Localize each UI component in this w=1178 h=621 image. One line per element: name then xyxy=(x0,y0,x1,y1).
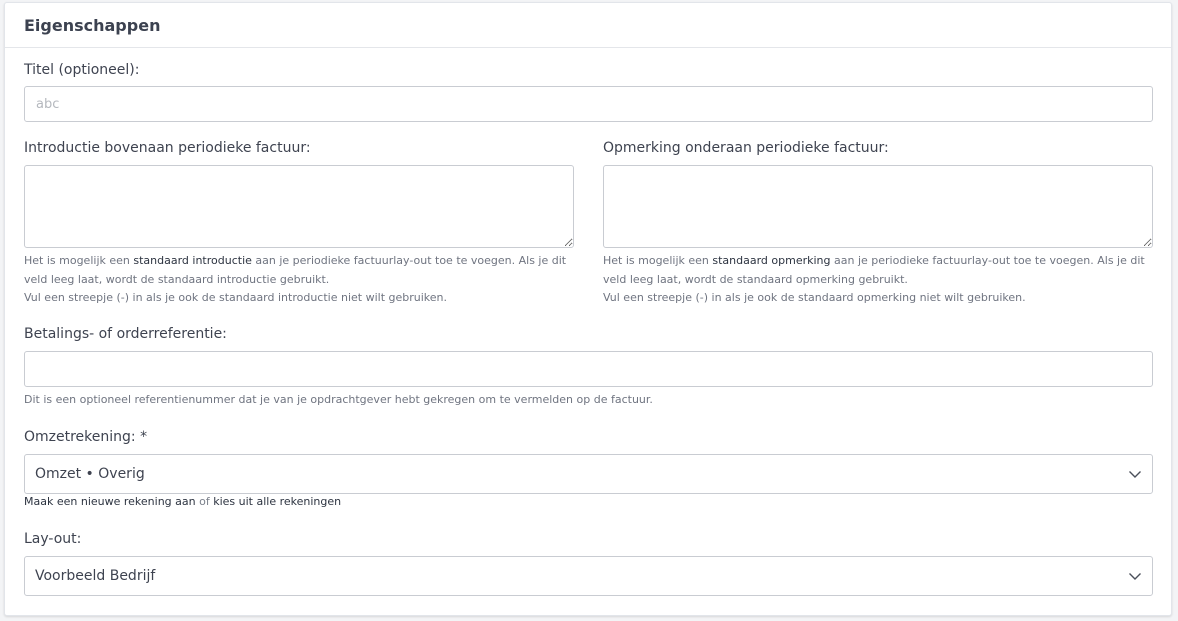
revenue-select[interactable] xyxy=(24,454,1153,494)
intro-label: Introductie bovenaan periodieke factuur: xyxy=(24,140,311,156)
chevron-down-icon xyxy=(1128,467,1142,481)
reference-label: Betalings- of orderreferentie: xyxy=(24,326,227,342)
remark-help-line2: Vul een streepje (-) in als je ook de standaard opmerking niet wilt gebruiken. xyxy=(603,291,1026,304)
layout-label: Lay-out: xyxy=(24,531,82,547)
card-title: Eigenschappen xyxy=(24,15,161,35)
reference-input[interactable] xyxy=(24,351,1153,387)
new-account-link[interactable]: Maak een nieuwe rekening aan xyxy=(24,495,196,508)
intro-help-line2: Vul een streepje (-) in als je ook de standaard introductie niet wilt gebruiken. xyxy=(24,291,447,304)
layout-select-value: Voorbeeld Bedrijf xyxy=(35,568,156,584)
intro-help-text: Het is mogelijk een xyxy=(24,254,134,267)
remark-help xyxy=(603,252,1153,308)
links-separator: of xyxy=(195,495,214,508)
standard-remark-link[interactable]: standaard opmerking xyxy=(712,254,831,267)
standard-intro-link[interactable]: standaard introductie xyxy=(133,254,252,267)
intro-textarea[interactable] xyxy=(24,165,574,248)
revenue-links xyxy=(24,495,341,508)
revenue-select-value: Omzet • Overig xyxy=(35,466,145,482)
title-input[interactable] xyxy=(24,86,1153,122)
intro-help xyxy=(24,252,574,308)
chevron-down-icon xyxy=(1128,569,1142,583)
reference-help: Dit is een optioneel referentienummer dat je van je opdrachtgever hebt gekregen om te vermelden op de factuur. xyxy=(24,393,653,406)
remark-help-text: Het is mogelijk een xyxy=(603,254,713,267)
card-header xyxy=(5,3,1171,48)
remark-help-text-2: aan je periodieke factuurlay-out toe te voegen. Als je dit veld leeg laat, wordt de standaard opmerking gebruikt. xyxy=(603,254,1145,286)
layout-select[interactable] xyxy=(24,556,1153,596)
remark-label: Opmerking onderaan periodieke factuur: xyxy=(603,140,889,156)
title-label: Titel (optioneel): xyxy=(24,62,140,78)
revenue-label: Omzetrekening: * xyxy=(24,429,148,445)
remark-textarea[interactable] xyxy=(603,165,1153,248)
intro-help-text-2: aan je periodieke factuurlay-out toe te voegen. Als je dit veld leeg laat, wordt de standaard introductie gebruikt. xyxy=(24,254,567,286)
all-accounts-link[interactable]: kies uit alle rekeningen xyxy=(213,495,342,508)
properties-card xyxy=(4,2,1172,616)
